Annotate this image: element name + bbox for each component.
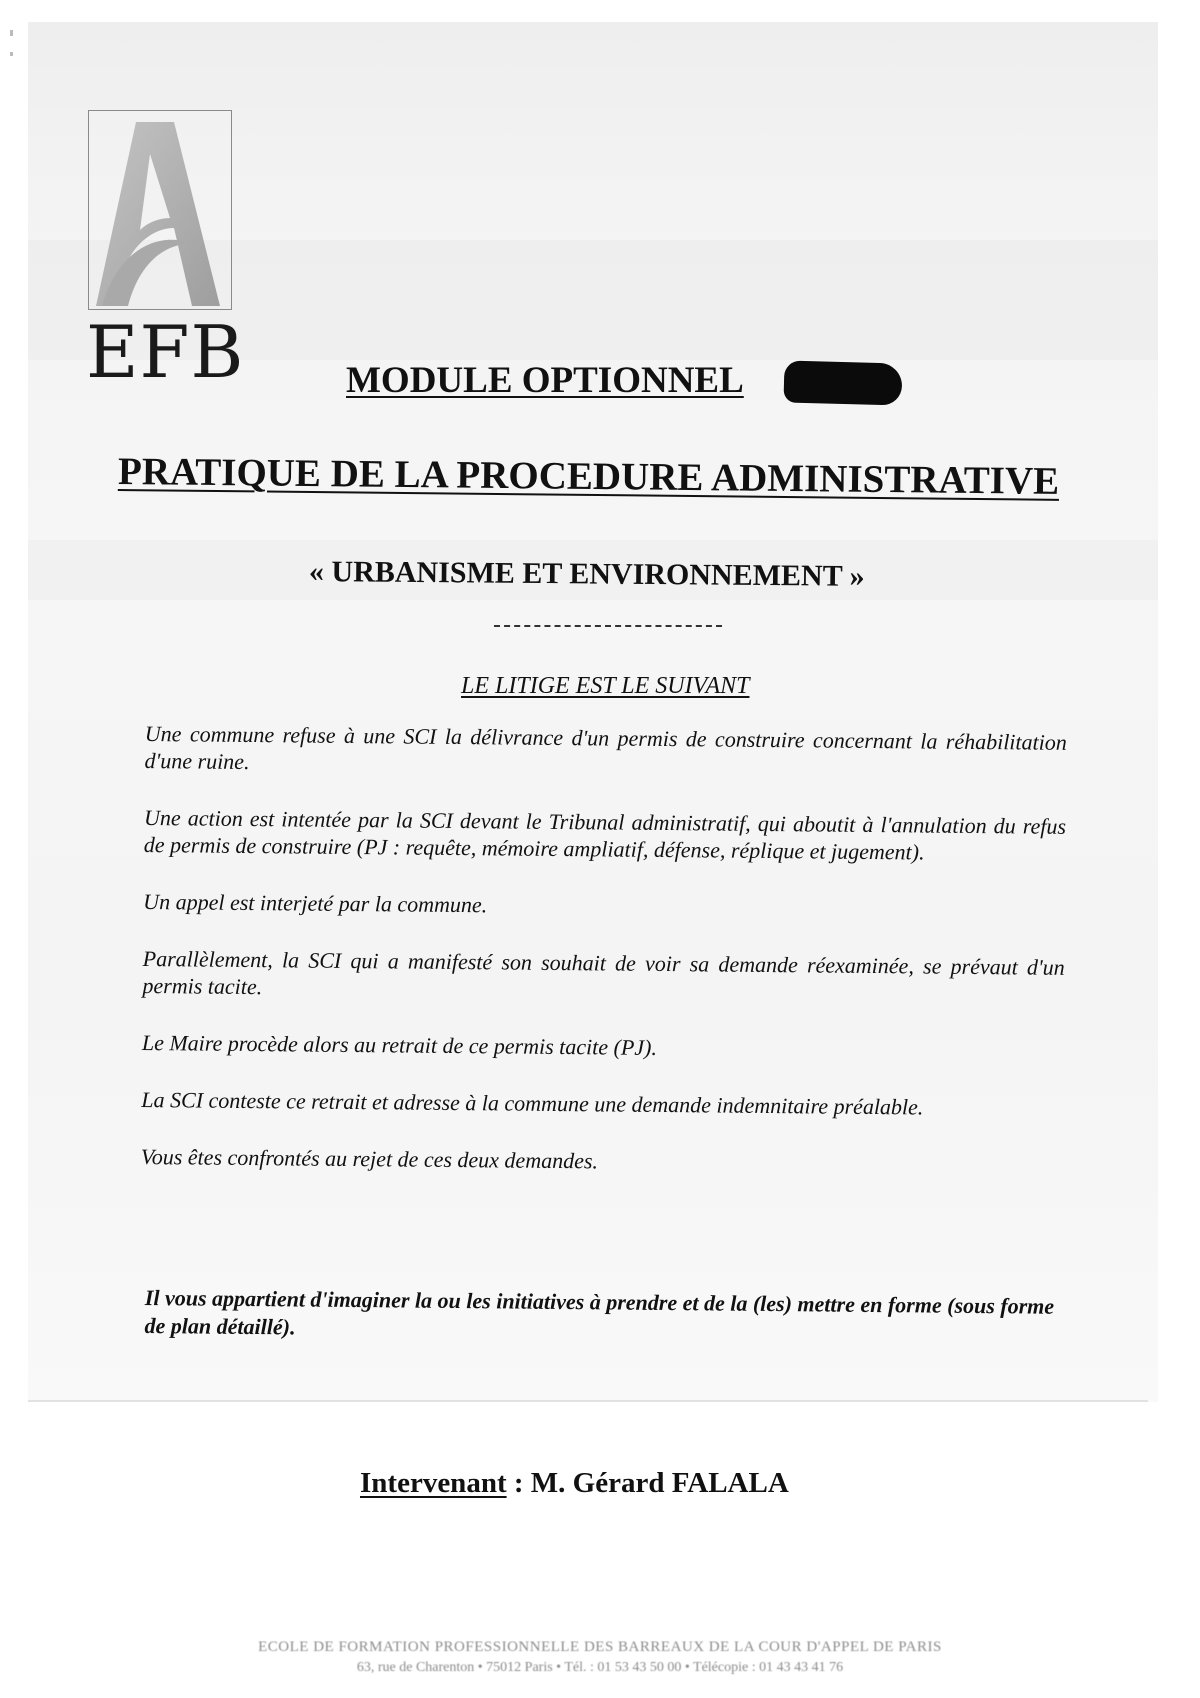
speaker-line bbox=[360, 1465, 789, 1501]
footer bbox=[0, 1636, 1200, 1678]
efb-letter-a-logo-icon bbox=[88, 110, 236, 310]
paragraph: La SCI conteste ce retrait et adresse à la commune une demande indemnitaire préalable. bbox=[141, 1086, 924, 1120]
speaker-separator: : bbox=[506, 1467, 531, 1499]
page-subtitle: « URBANISME ET ENVIRONNEMENT » bbox=[308, 555, 865, 593]
scan-speck bbox=[10, 30, 13, 90]
speaker-name: M. Gérard FALALA bbox=[530, 1467, 789, 1499]
efb-logo bbox=[88, 110, 236, 310]
logo-text: EFB bbox=[86, 310, 245, 394]
paragraph: Une action est intentée par la SCI devant le Tribunal administratif, qui aboutit à l'annulation du refus de permis de construire (PJ : requête, mémoire ampliatif, défense, réplique et jugement). bbox=[143, 804, 1067, 865]
speaker-label: Intervenant bbox=[360, 1467, 507, 1499]
footer-line: ECOLE DE FORMATION PROFESSIONNELLE DES BARREAUX DE LA COUR D'APPEL DE PARIS bbox=[258, 1639, 942, 1655]
page-title: PRATIQUE DE LA PROCEDURE ADMINISTRATIVE bbox=[117, 450, 1060, 503]
module-title: MODULE OPTIONNEL bbox=[346, 360, 744, 401]
dashed-separator bbox=[494, 625, 722, 627]
paragraph: Une commune refuse à une SCI la délivrance d'un permis de construire concernant la réhabilitation d'une ruine. bbox=[144, 720, 1067, 775]
paragraph: Le Maire procède alors au retrait de ce permis tacite (PJ). bbox=[141, 1029, 658, 1060]
paragraph: Un appel est interjeté par la commune. bbox=[143, 888, 488, 918]
section-heading: LE LITIGE EST LE SUIVANT bbox=[461, 673, 750, 699]
assignment-instruction: Il vous appartient d'imaginer la ou les initiatives à prendre et de la (les) mettre en forme (sous forme de plan détaillé). bbox=[144, 1285, 1055, 1340]
footer-line: 63, rue de Charenton • 75012 Paris • Tél. : 01 53 43 50 00 • Télécopie : 01 43 43 41 76 bbox=[356, 1660, 844, 1675]
paragraph: Parallèlement, la SCI qui a manifesté son souhait de voir sa demande réexaminée, se prévaut d'un permis tacite. bbox=[142, 945, 1065, 1000]
case-description bbox=[140, 720, 1067, 1209]
paragraph: Vous êtes confrontés au rejet de ces deux demandes. bbox=[140, 1143, 599, 1174]
redaction-mark bbox=[783, 360, 902, 405]
divider bbox=[28, 1400, 1148, 1402]
